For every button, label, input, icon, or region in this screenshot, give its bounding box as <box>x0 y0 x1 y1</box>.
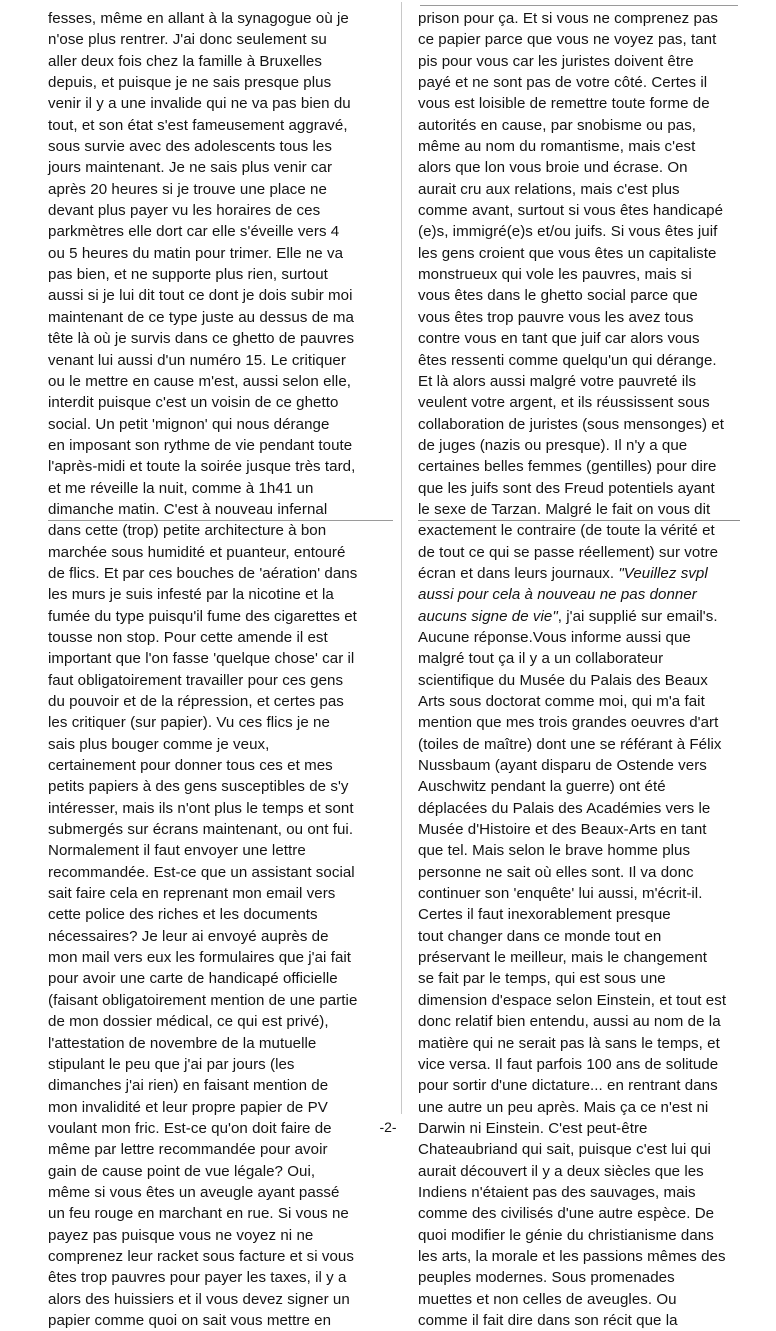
text-line: du pouvoir et de la répression, et certes pas <box>48 693 344 710</box>
text-line: Normalement il faut envoyer une lettre <box>48 842 306 860</box>
text-line: vous est loisible de remettre toute forme de <box>418 95 710 113</box>
text-line: comme des civilisés d'une autre espèce. De <box>418 1205 715 1223</box>
text-line: Auschwitz pendant la guerre) ont été <box>418 778 666 796</box>
text-line: intéresser, mais ils n'ont plus le temps et sont <box>48 799 354 817</box>
text-line: même par lettre recommandée pour avoir <box>48 1141 328 1159</box>
text-line: tête là où je survis dans ce ghetto de pauvres <box>48 330 355 348</box>
text-line: malgré tout ça il y a un collaborateur <box>418 650 664 668</box>
text-line: exactement le contraire (de toute la vérité et <box>418 522 715 540</box>
text-line: aucuns signe de vie", j'ai supplié sur email's. <box>418 607 718 625</box>
text-line: monstrueux qui vole les pauvres, mais si <box>418 266 692 284</box>
text-line: pas bien, et ne supporte plus rien, surtout <box>48 266 328 284</box>
text-line: êtes trop pauvres pour payer les taxes, il y a <box>48 1269 347 1287</box>
text-line: tout changer dans ce monde tout en <box>418 927 662 945</box>
text-line: venant lui aussi d'un numéro 15. Le critiquer <box>48 351 346 369</box>
left-text-column <box>48 8 386 1329</box>
scan-edge-line <box>420 5 738 6</box>
text-line: veulent votre argent, et ils réussissent sous <box>418 394 710 412</box>
text-line: muettes et non celles de aveugles. Ou <box>418 1290 677 1308</box>
text-line: autorités en cause, par snobisme ou pas, <box>418 116 697 134</box>
text-line: recommandée. Est-ce que un assistant social <box>48 863 355 881</box>
text-line: certainement pour donner tous ces et mes <box>48 757 333 775</box>
text-line: (faisant obligatoirement mention de une partie <box>48 991 358 1009</box>
text-line: se fait par le temps, qui est sous une <box>418 970 666 988</box>
text-line: social. Un petit 'mignon' qui nous dérange <box>48 415 330 433</box>
text-line: matière qui ne serait pas là sans le temps, et <box>418 1034 720 1052</box>
text-line: payez pas puisque vous ne voyez ni ne <box>48 1226 314 1244</box>
text-line: fesses, même en allant à la synagogue où je <box>48 10 349 27</box>
text-line: (toiles de maître) dont une se référant à Félix <box>418 735 722 753</box>
text-line: aussi si je lui dit tout ce dont je dois subir moi <box>48 287 353 305</box>
text-line: Aucune réponse.Vous informe aussi que <box>418 628 691 646</box>
text-line: l'après-midi et toute la soirée jusque très tard, <box>48 458 356 476</box>
text-line: en imposant son rythme de vie pendant toute <box>48 436 353 454</box>
text-line: Certes il faut inexorablement presque <box>418 906 671 924</box>
text-line: Nussbaum (ayant disparu de Ostende vers <box>418 757 707 775</box>
text-line: aurait découvert il y a deux siècles que les <box>418 1162 704 1180</box>
text-line: payé et ne sont pas de votre côté. Certes il <box>418 74 708 92</box>
text-line: fumée du type puisqu'il fume des cigarettes et <box>48 607 357 625</box>
text-line: que tel. Mais selon le brave homme plus <box>418 842 691 860</box>
text-line: submergés sur écrans maintenant, ou ont fui. <box>48 821 354 839</box>
text-line: quoi modifier le génie du christianisme dans <box>418 1226 714 1244</box>
text-line: écran et dans leurs journaux. "Veuillez svpl <box>418 564 708 582</box>
text-line: collaboration de juristes (sous mensonges) et <box>418 415 724 433</box>
text-line: ou le mettre en cause m'est, aussi selon elle, <box>48 372 352 390</box>
text-line: marchée sous humidité et puanteur, entouré <box>48 543 346 561</box>
text-line: tousse non stop. Pour cette amende il est <box>48 628 328 646</box>
text-line: déplacées du Palais des Académies vers le <box>418 799 711 817</box>
text-line: continuer son 'enquête' lui aussi, m'écrit-il. <box>418 885 703 903</box>
text-line: donc relatif bien entendu, aussi au nom de la <box>418 1013 721 1031</box>
text-line: sait faire cela en reprenant mon email vers <box>48 885 336 903</box>
text-line: stipulant le peu que j'ai par jours (les <box>48 1055 295 1073</box>
text-line: important que l'on fasse 'quelque chose' car il <box>48 650 355 668</box>
text-line: petits papiers à des gens susceptibles de s'y <box>48 778 349 796</box>
text-line: dans cette (trop) petite architecture à bon <box>48 522 327 540</box>
text-line: certaines belles femmes (gentilles) pour dire <box>418 458 717 476</box>
text-line: tout, et son état s'est fameusement aggravé, <box>48 116 348 134</box>
text-line: interdit puisque c'est un voisin de ce ghetto <box>48 394 339 412</box>
text-line: Chateaubriand qui sait, puisque c'est lui qui <box>418 1141 711 1159</box>
text-line: Arts sous doctorat comme moi, qui m'a fait <box>418 693 705 710</box>
text-line: dimanches j'ai rien) en faisant mention de <box>48 1077 329 1095</box>
text-line: une autre un peu après. Mais ça ce n'est ni <box>418 1098 709 1116</box>
text-line: maintenant de ce type juste au dessus de ma <box>48 308 354 326</box>
text-line: de juges (nazis ou presque). Il n'y a que <box>418 436 688 454</box>
text-line: pour sortir d'une dictature... en rentrant dans <box>418 1077 718 1095</box>
text-line: sous survie avec des adolescents tous les <box>48 138 332 156</box>
text-line: cette police des riches et les documents <box>48 906 318 924</box>
text-line: les murs je suis infesté par la nicotine et la <box>48 586 334 604</box>
text-line: papier comme quoi on sait vous mettre en <box>48 1311 332 1329</box>
text-line: de flics. Et par ces bouches de 'aération' dans <box>48 564 358 582</box>
text-line: aurait cru aux relations, mais c'est plus <box>418 180 680 198</box>
text-line: aussi pour cela à nouveau ne pas donner <box>418 586 697 604</box>
text-line: mention que mes trois grandes oeuvres d'art <box>418 714 719 732</box>
text-line: aller deux fois chez la famille à Bruxelles <box>48 52 322 70</box>
text-line: de mon dossier médical, ce qui est privé), <box>48 1013 329 1031</box>
text-line: Darwin ni Einstein. C'est peut-être <box>418 1119 648 1137</box>
text-line: vous êtes dans le ghetto social parce que <box>418 287 698 305</box>
text-line: ce papier parce que vous ne voyez pas, tant <box>418 31 717 49</box>
text-line: mon invalidité et leur propre papier de PV <box>48 1098 328 1116</box>
text-line: vous êtes trop pauvre vous les avez tous <box>418 308 694 326</box>
text-line: n'ose plus rentrer. J'ai donc seulement su <box>48 31 327 49</box>
text-line: jours maintenant. Je ne sais plus venir car <box>48 159 333 177</box>
text-line: alors des huissiers et il vous devez signer un <box>48 1290 350 1308</box>
text-line: sais plus bouger comme je veux, <box>48 735 270 753</box>
text-line: Et là alors aussi malgré votre pauvreté ils <box>418 372 697 390</box>
text-line: pour avoir une carte de handicapé officielle <box>48 970 338 988</box>
text-line: le sexe de Tarzan. Malgré le fait on vous dit <box>418 500 711 518</box>
text-line: pis pour vous car les juristes doivent être <box>418 52 694 70</box>
text-line: parkmètres elle dort car elle s'éveille vers 4 <box>48 223 340 241</box>
text-line: venir il y a une invalide qui ne va pas bien du <box>48 95 351 113</box>
text-line: personne ne sait où elles sont. Il va donc <box>418 863 694 881</box>
text-line: alors que lon vous broie und écrase. On <box>418 159 688 177</box>
text-line: depuis, et puisque je ne sais presque plus <box>48 74 332 92</box>
text-line: les arts, la morale et les passions mêmes des <box>418 1247 726 1265</box>
text-line: un feu rouge en marchant en rue. Si vous ne <box>48 1205 349 1223</box>
text-line: nécessaires? Je leur ai envoyé auprès de <box>48 927 329 945</box>
text-line: que les juifs sont des Freud potentiels ayant <box>418 479 715 497</box>
text-line: gain de cause point de vue légale? Oui, <box>48 1162 316 1180</box>
text-line: après 20 heures si je trouve une place ne <box>48 180 327 198</box>
page-number: -2- <box>379 1119 397 1135</box>
text-line: et me réveille la nuit, comme à 1h41 un <box>48 479 314 497</box>
text-line: (e)s, immigré(e)s et/ou juifs. Si vous êtes juif <box>418 223 718 241</box>
text-line: les gens croient que vous êtes un capitaliste <box>418 244 717 262</box>
text-line: scientifique du Musée du Palais des Beaux <box>418 671 708 689</box>
text-line: préservant le meilleur, mais le changement <box>418 949 708 967</box>
text-line: contre vous en tant que juif car alors vous <box>418 330 700 348</box>
text-line: les critiquer (sur papier). Vu ces flics je ne <box>48 714 330 732</box>
text-line: Musée d'Histoire et des Beaux-Arts en tant <box>418 821 707 839</box>
text-line: même au nom du romantisme, mais c'est <box>418 138 696 156</box>
text-line: êtes ressenti comme quelqu'un qui dérange. <box>418 351 717 369</box>
text-line: devant plus payer vu les horaires de ces <box>48 202 321 220</box>
text-line: l'attestation de novembre de la mutuelle <box>48 1034 317 1052</box>
text-line: dimanche matin. C'est à nouveau infernal <box>48 500 328 518</box>
text-line: voulant mon fric. Est-ce qu'on doit faire de <box>48 1119 332 1137</box>
text-line: vice versa. Il faut parfois 100 ans de solitude <box>418 1055 719 1073</box>
text-line: comprenez leur racket sous facture et si vous <box>48 1247 354 1265</box>
text-line: prison pour ça. Et si vous ne comprenez pas <box>418 10 718 27</box>
text-line: faut obligatoirement travailler pour ces gens <box>48 671 344 689</box>
text-line: même si vous êtes un aveugle ayant passé <box>48 1183 340 1201</box>
text-line: dimension d'espace selon Einstein, et tout est <box>418 991 727 1009</box>
text-line: Indiens n'étaient pas des sauvages, mais <box>418 1183 696 1201</box>
right-text-column <box>418 8 738 1329</box>
column-divider <box>401 2 402 1114</box>
text-line: peuples modernes. Sous promenades <box>418 1269 675 1287</box>
text-line: comme il fait dire dans son récit que la <box>418 1311 678 1329</box>
text-line: mon mail vers eux les formulaires que j'ai fait <box>48 949 352 967</box>
text-line: ou 5 heures du matin pour trimer. Elle ne va <box>48 244 344 262</box>
text-line: comme avant, surtout si vous êtes handicapé <box>418 202 724 220</box>
text-line: de tout ce qui se passe réellement) sur votre <box>418 543 719 561</box>
